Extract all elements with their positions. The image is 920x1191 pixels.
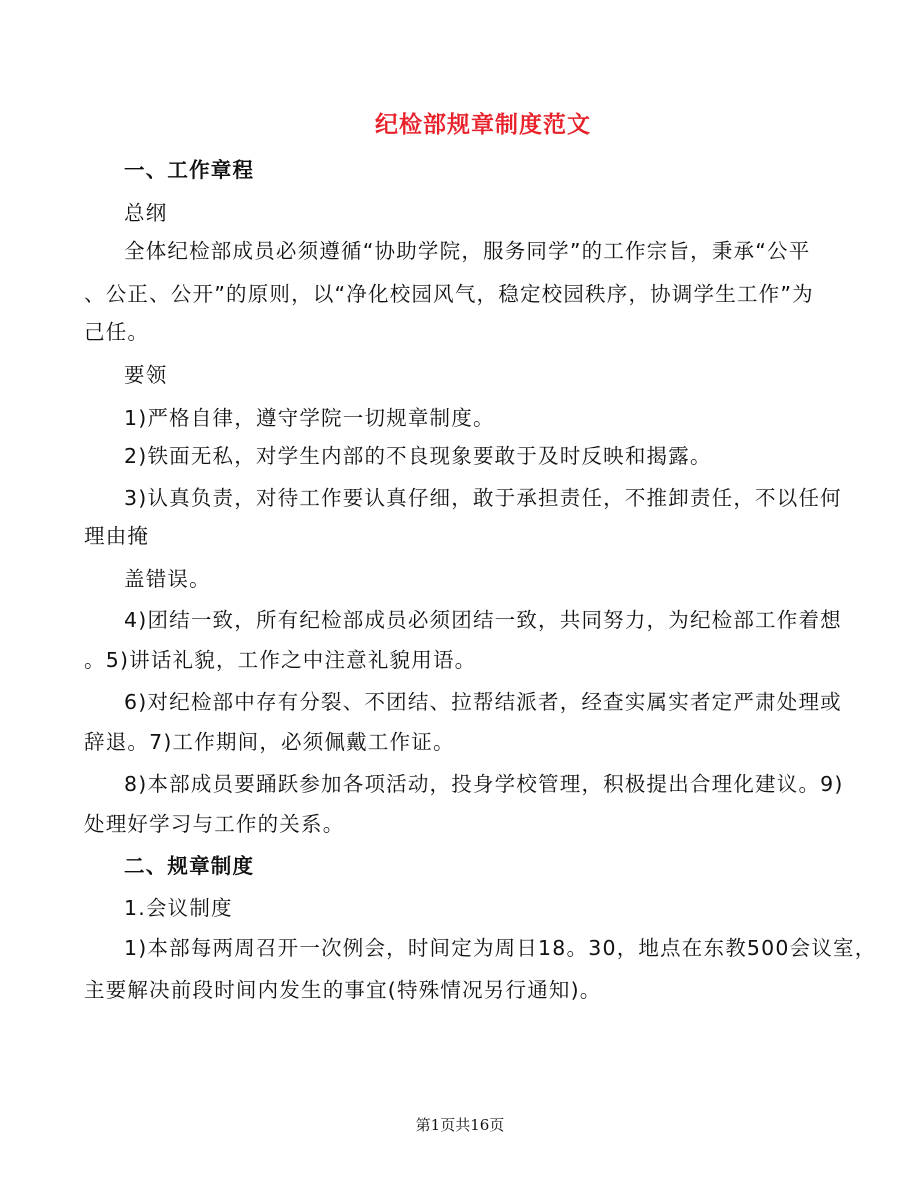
paragraph-line: 主要解决前段时间内发生的事宜(特殊情况另行通知)。: [84, 978, 602, 1002]
list-item: 3)认真负责，对待工作要认真仔细，敢于承担责任，不推卸责任，不以任何: [124, 486, 842, 510]
list-item: 4)团结一致，所有纪检部成员必须团结一致，共同努力，为纪检部工作着想: [124, 608, 842, 632]
page-number-footer: 第1页共16页: [415, 1116, 505, 1134]
paragraph-line: 理由掩: [84, 524, 150, 548]
list-item: 处理好学习与工作的关系。: [84, 812, 345, 836]
paragraph-line: 全体纪检部成员必须遵循“协助学院，服务同学”的工作宗旨，秉承“公平: [124, 239, 811, 263]
list-item: 6)对纪检部中存有分裂、不团结、拉帮结派者，经查实属实者定严肃处理或: [124, 690, 842, 714]
list-item: 1)严格自律，遵守学院一切规章制度。: [124, 406, 495, 430]
paragraph-line: 要领: [124, 363, 168, 387]
list-item: 2)铁面无私，对学生内部的不良现象要敢于及时反映和揭露。: [124, 444, 712, 468]
document-title: 纪检部规章制度范文: [375, 112, 591, 138]
paragraph-line: 盖错误。: [124, 567, 211, 591]
paragraph-line: 、公正、公开”的原则，以“净化校园风气，稳定校园秩序，协调学生工作”为: [84, 282, 814, 306]
list-item: 辞退。7)工作期间，必须佩戴工作证。: [84, 730, 455, 754]
section-heading-work-charter: 一、工作章程: [124, 158, 255, 182]
section-heading-regulations: 二、规章制度: [124, 854, 255, 878]
list-item: 8)本部成员要踊跃参加各项活动，投身学校管理，积极提出合理化建议。9): [124, 772, 844, 796]
paragraph-line: 总纲: [124, 201, 168, 225]
subsection-heading: 1.会议制度: [124, 896, 233, 920]
list-item: 。5)讲话礼貌，工作之中注意礼貌用语。: [84, 648, 477, 672]
list-item: 1)本部每两周召开一次例会，时间定为周日18。30，地点在东教500会议室，: [124, 936, 877, 960]
paragraph-line: 己任。: [84, 320, 150, 344]
